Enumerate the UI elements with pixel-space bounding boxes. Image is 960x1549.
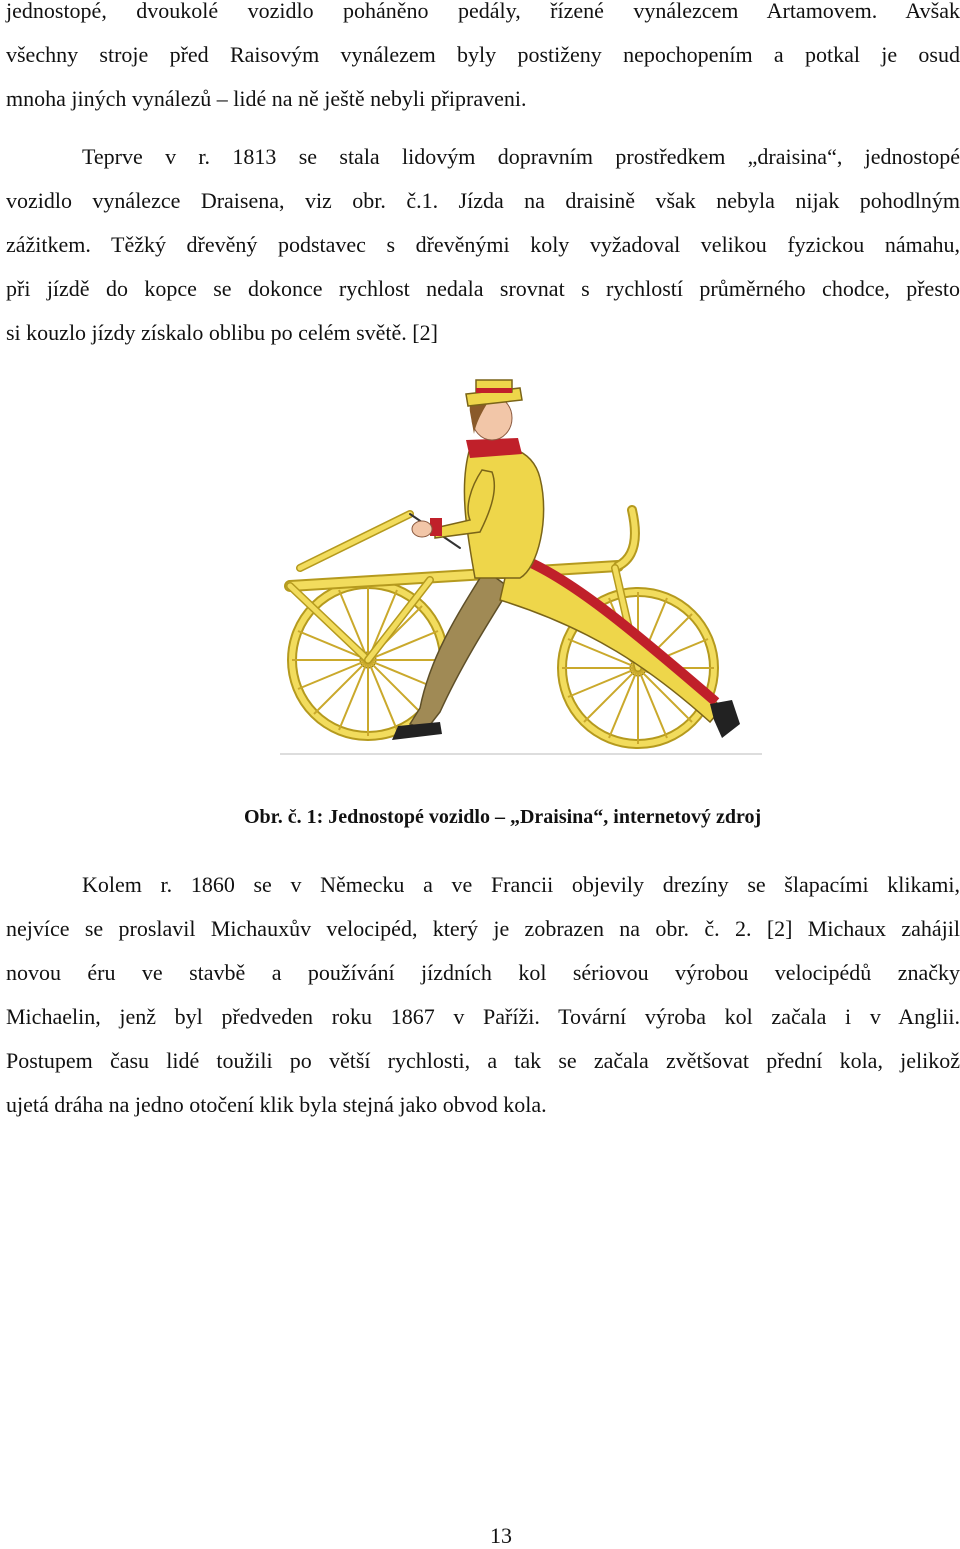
figure-caption: Obr. č. 1: Jednostopé vozidlo – „Draisina“, internetový zdroj [244,806,762,828]
text-line: ujetá dráha na jedno otočení klik byla stejná jako obvod kola. [6,1092,547,1117]
text-line: nejvíce se proslavil Michauxův velocipéd, který je zobrazen na obr. č. 2. [2] Michaux zahájil [6,916,960,941]
text-line: při jízdě do kopce se dokonce rychlost nedala srovnat s rychlostí průměrného chodce, přesto [6,276,960,301]
text-line: jednostopé, dvoukolé vozidlo poháněno pedály, řízené vynálezcem Artamovem. Avšak [6,0,960,23]
draisine-illustration [270,378,780,768]
text-line: Teprve v r. 1813 se stala lidovým dopravním prostředkem „draisina“, jednostopé [82,144,960,169]
text-line: všechny stroje před Raisovým vynálezem byly postiženy nepochopením a potkal je osud [6,42,960,67]
text-line: mnoha jiných vynálezů – lidé na ně ještě nebyli připraveni. [6,86,527,111]
text-line: si kouzlo jízdy získalo oblibu po celém světě. [2] [6,320,438,345]
page-number: 13 [490,1523,512,1548]
text-line: Postupem času lidé toužili po větší rychlosti, a tak se začala zvětšovat přední kola, jelikož [6,1048,960,1073]
text-line: Kolem r. 1860 se v Německu a ve Francii objevily drezíny se šlapacími klikami, [82,872,960,897]
text-line: Michaelin, jenž byl předveden roku 1867 v Paříži. Tovární výroba kol začala i v Anglii. [6,1004,960,1029]
text-line: zážitkem. Těžký dřevěný podstavec s dřevěnými koly vyžadoval velikou fyzickou námahu, [6,232,960,257]
text-line: vozidlo vynálezce Draisena, viz obr. č.1. Jízda na draisině však nebyla nijak pohodlným [6,188,960,213]
draisine-drawing [270,378,780,768]
text-line: novou éru ve stavbě a používání jízdních kol sériovou výrobou velocipédů značky [6,960,960,985]
